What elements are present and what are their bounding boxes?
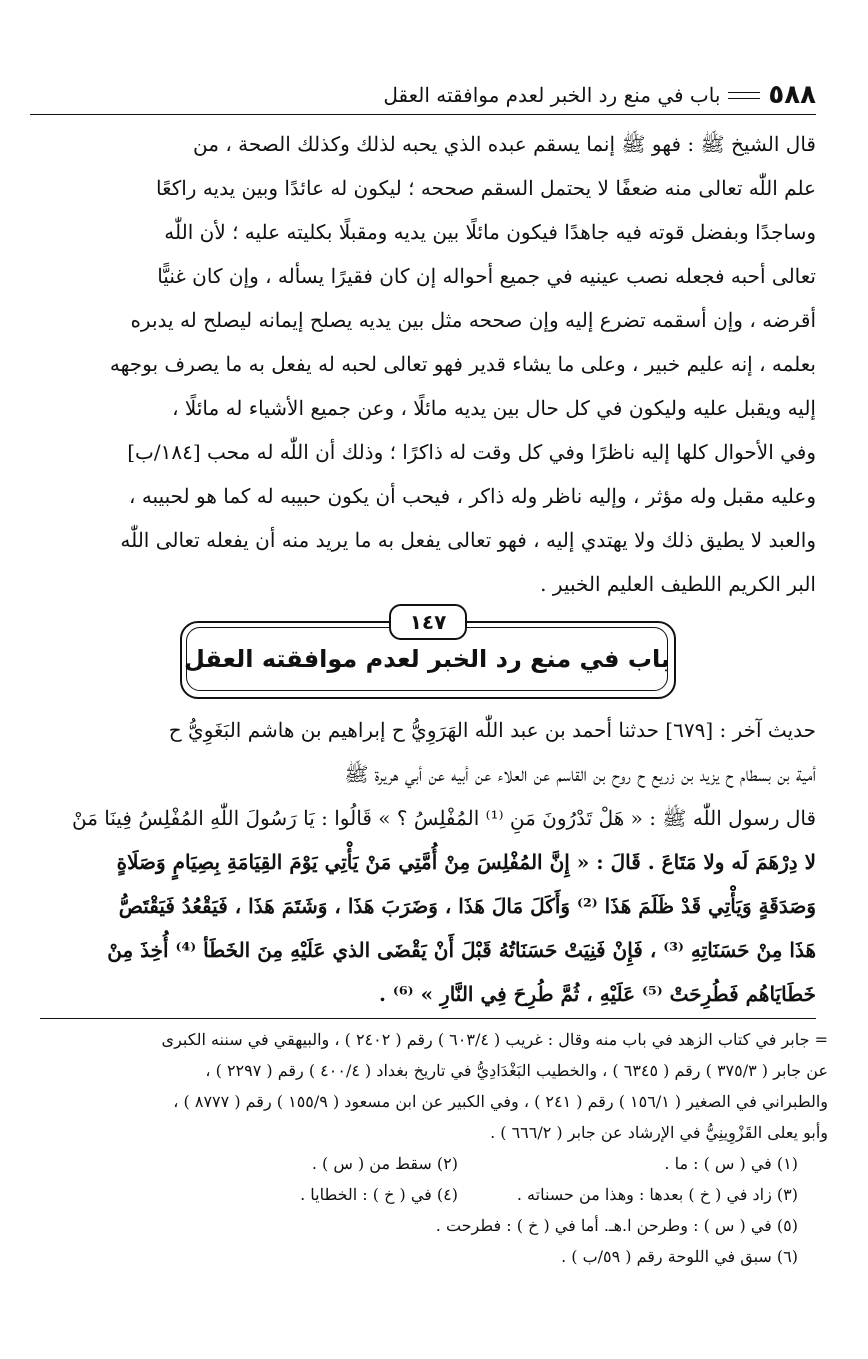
text-line: حديث آخر : [٦٧٩] حدثنا أحمد بن عبد اللّٰه الهَرَوِيُّ ح إبراهيم بن هاشم البَغَوِيُّ ح	[168, 718, 816, 742]
footnote-line: والطبراني في الصغير ( ١٥٦/١ ) رقم ( ٢٤١ ) ، وفي الكبير عن ابن مسعود ( ١٥٥/٩ ) رقم ( ٨٧٧٧ ) ،	[173, 1092, 828, 1111]
text-line: بعلمه ، إنه عليم خبير ، وعلى ما يشاء قدير فهو تعالى لحبه له يفعل به ما يصرف بوجهه	[109, 352, 816, 376]
chapter-number: ١٤٧	[389, 604, 467, 640]
footnote-6: (٦) سبق في اللوحة رقم ( ٥٩/ب ) .	[561, 1247, 798, 1266]
footnotes	[40, 1024, 828, 1272]
footnote-2: (٢) سقط من ( س ) .	[311, 1154, 458, 1173]
text-line: خَطَايَاهُم فَطُرِحَتْ ⁽⁵⁾ عَلَيْهِ ، ثُمَّ طُرِحَ فِي النَّارِ » ⁽⁶⁾ .	[379, 982, 816, 1006]
footnote-line: وأبو يعلى القَزْوِينِيُّ في الإرشاد عن جابر ( ٦٦٦/٢ ) .	[490, 1123, 828, 1142]
text-line: أمية بن بسطام ح يزيد بن زريع ح روح بن القاسم عن العلاء عن أبيه عن أبي هريرة ﷺ	[344, 762, 816, 786]
text-line: لا دِرْهَمَ لَه ولا مَتَاعَ . قَالَ : « إِنَّ المُفْلِسَ مِنْ أُمَّتِي مَنْ يَأْتِي يَوْمَ القِيَامَةِ بِصِيَامٍ وَصَلَاةٍ	[116, 850, 816, 874]
text-line: قال الشيخ ﷺ : فهو ﷺ إنما يسقم عبده الذي يحبه لذلك وكذلك الصحة ، من	[193, 132, 816, 156]
footnote-row	[40, 1148, 828, 1179]
hadith-paragraph-cont	[40, 884, 816, 1016]
text-line: أقرضه ، وإن أسقمه تضرع إليه وإن صححه مثل بين يديه يصلح إيمانه ليصلح له يدبره	[130, 308, 816, 332]
text-line: والعبد لا يطيق ذلك ولا يهتدي إليه ، فهو تعالى يفعل به ما يريد منه أن يفعله تعالى اللّٰه	[120, 528, 816, 552]
text-line: علم اللّٰه تعالى منه ضعفًا لا يحتمل السقم صححه ؛ ليكون له عائدًا وبين يديه راكعًا	[155, 176, 816, 200]
chapter-title: باب في منع رد الخبر لعدم موافقته العقل	[183, 645, 671, 673]
text-line: البر الكريم اللطيف العليم الخبير .	[540, 572, 816, 596]
text-line: قال رسول اللّٰه ﷺ : « هَلْ تَدْرُونَ مَنِ ⁽¹⁾ المُفْلِسُ ؟ » قَالُوا : يَا رَسُولَ اللّٰهِ المُفْلِسُ فِينَا مَنْ	[71, 806, 816, 830]
footnote-1: (١) في ( س ) : ما .	[664, 1154, 798, 1173]
footnote-line: = جابر في كتاب الزهد في باب منه وقال : غريب ( ٦٠٣/٤ ) رقم ( ٢٤٠٢ ) ، والبيهقي في سننه الكبرى	[161, 1030, 828, 1049]
text-line: وفي الأحوال كلها إليه ناظرًا وفي كل وقت له ذاكرًا ؛ وذلك أن اللّٰه له محب [١٨٤/ب]	[127, 440, 816, 464]
footnote-line: عن جابر ( ٣٧٥/٣ ) رقم ( ٦٣٤٥ ) ، والخطيب البَغْدَادِيُّ في تاريخ بغداد ( ٤٠٠/٤ ) رقم ( ٢٢٩٧ ) ،	[205, 1061, 828, 1080]
text-line: تعالى أحبه فجعله نصب عينيه في جميع أحواله إن كان فقيرًا يسأله ، وإن كان غنيًّا	[157, 264, 816, 288]
footnote-divider	[40, 1018, 816, 1019]
text-line: إليه ويقبل عليه وليكون في كل حال بين يديه مائلًا ، وعن جميع الأشياء له مائلًا ،	[172, 396, 816, 420]
footnote-5: (٥) في ( س ) : وطرحن ا.هـ. أما في ( خ ) : فطرحت .	[435, 1216, 798, 1235]
text-line: وَصَدَقَةٍ وَيَأْتِي قَدْ ظَلَمَ هَذَا ⁽²⁾ وَأَكَلَ مَالَ هَذَا ، وَضَرَبَ هَذَا ، وَشَتَمَ هَذَا ، فَيَقْعُدُ فَيَقْتَصُّ	[118, 894, 816, 918]
footnote-4: (٤) في ( خ ) : الخطايا .	[300, 1185, 458, 1204]
header-divider	[30, 114, 816, 115]
header-double-rule	[728, 92, 760, 99]
running-header	[30, 78, 816, 112]
footnote-3: (٣) زاد في ( خ ) بعدها : وهذا من حسناته .	[516, 1185, 798, 1204]
text-line: وساجدًا وبفضل قوته فيه جاهدًا فيكون مائلًا بين يديه ومقبلًا بكليته عليه ؛ لأن اللّٰه	[164, 220, 816, 244]
hadith-paragraph	[40, 708, 816, 884]
text-line: هَذَا مِنْ حَسَنَاتِهِ ⁽³⁾ ، فَإِنْ فَنِيَتْ حَسَنَاتُهُ قَبْلَ أَنْ يَقْضَى الذي عَلَيْهِ مِنَ الخَطَأ ⁽⁴⁾ أُخِذَ مِنْ	[107, 938, 816, 962]
running-title: باب في منع رد الخبر لعدم موافقته العقل	[383, 83, 721, 107]
page-number: ٥٨٨	[768, 80, 816, 110]
footnote-row	[40, 1179, 828, 1210]
intro-paragraph	[40, 122, 816, 606]
text-line: وعليه مقبل وله مؤثر ، وإليه ناظر وله ذاكر ، فيحب أن يكون حبيبه له كما هو لحبيبه ،	[129, 484, 816, 508]
